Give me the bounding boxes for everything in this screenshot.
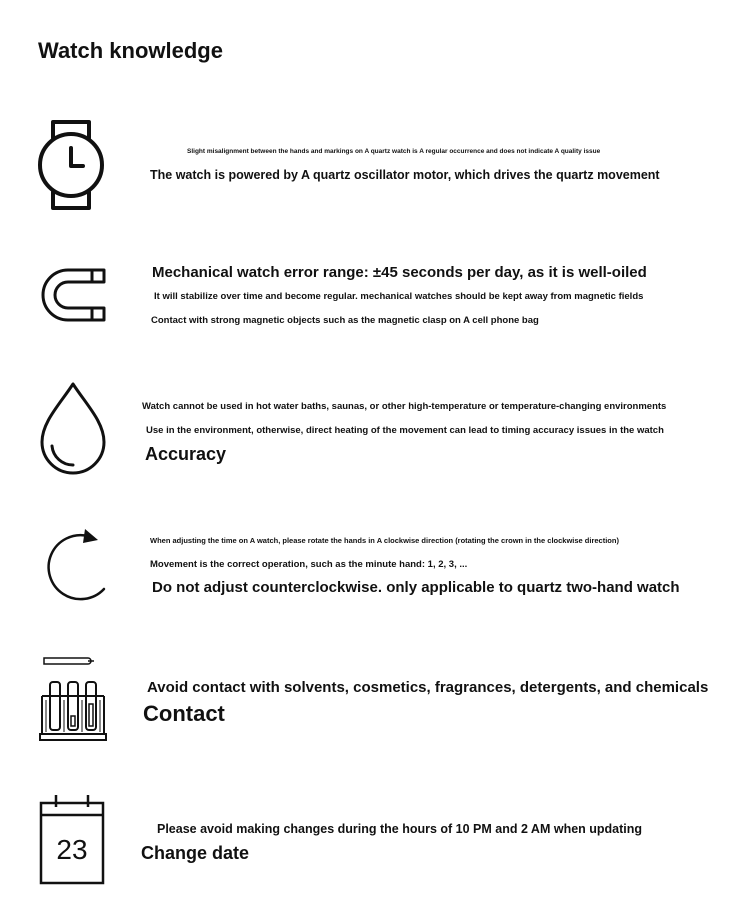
clockwise-rotate-icon — [38, 526, 108, 604]
section-4-text: Movement is the correct operation, such as the minute hand: 1, 2, 3, ... — [150, 559, 468, 570]
test-tubes-icon — [38, 652, 108, 744]
section-4-heading: Do not adjust counterclockwise. only applicable to quartz two-hand watch — [152, 579, 680, 596]
section-3-text-1: Watch cannot be used in hot water baths, saunas, or other high-temperature or temperature-changing environments — [142, 401, 667, 412]
section-2-text-2: Contact with strong magnetic objects such as the magnetic clasp on A cell phone bag — [151, 315, 539, 326]
section-1-text: The watch is powered by A quartz oscillator motor, which drives the quartz movement — [150, 168, 660, 182]
section-1-note: Slight misalignment between the hands and markings on A quartz watch is A regular occurrence and does not indicate A quality issue — [187, 148, 601, 155]
magnet-icon — [38, 266, 108, 324]
calendar-day: 23 — [56, 834, 88, 865]
clock-watch-icon — [38, 118, 108, 212]
section-6-heading: Change date — [141, 843, 250, 863]
section-2-text-1: It will stabilize over time and become regular. mechanical watches should be kept away from magnetic fields — [154, 291, 644, 302]
section-5-text: Avoid contact with solvents, cosmetics, fragrances, detergents, and chemicals — [147, 679, 709, 696]
section-5-heading: Contact — [143, 701, 225, 726]
page-title: Watch knowledge — [38, 38, 223, 63]
section-4-note: When adjusting the time on A watch, please rotate the hands in A clockwise direction (rotating the crown in the clockwise direction) — [150, 536, 619, 545]
section-3-text-2: Use in the environment, otherwise, direct heating of the movement can lead to timing accuracy issues in the watch — [146, 425, 664, 436]
section-6-text: Please avoid making changes during the hours of 10 PM and 2 AM when updating — [157, 822, 643, 836]
section-3-heading: Accuracy — [145, 444, 227, 464]
water-drop-icon — [38, 380, 108, 476]
section-2-heading: Mechanical watch error range: ±45 seconds per day, as it is well-oiled — [152, 264, 647, 281]
calendar-icon — [38, 793, 108, 887]
